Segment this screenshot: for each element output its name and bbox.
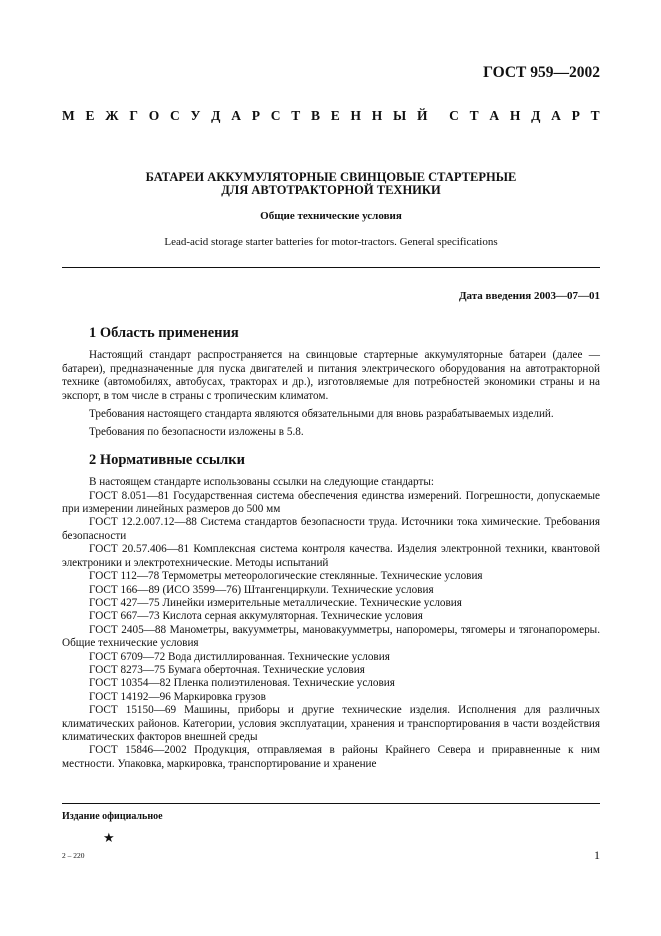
reference-item: ГОСТ 2405—88 Манометры, вакуумметры, мановакуумметры, напоромеры, тягомеры и тягонапоромеры. Общие технические условия: [62, 623, 600, 650]
reference-item: ГОСТ 8.051—81 Государственная система обеспечения единства измерений. Погрешности, допускаемые при измерении линейных размеров до 500 мм: [62, 489, 600, 516]
interstate-letter: У: [190, 108, 201, 123]
interstate-letter: А: [551, 108, 561, 123]
subtitle: Общие технические условия: [260, 210, 402, 222]
title-ru-line2: ДЛЯ АВТОТРАКТОРНОЙ ТЕХНИКИ: [221, 183, 441, 197]
reference-item: ГОСТ 427—75 Линейки измерительные металлические. Технические условия: [89, 596, 462, 609]
interstate-standard-heading: [62, 108, 600, 124]
reference-item: ГОСТ 166—89 (ИСО 3599—76) Штангенциркули. Технические условия: [89, 583, 434, 596]
section1-heading: 1 Область применения: [89, 325, 239, 341]
interstate-letter: Д: [531, 108, 541, 123]
interstate-letter: С: [169, 108, 180, 123]
interstate-letter: О: [148, 108, 160, 123]
interstate-letter: А: [231, 108, 241, 123]
standard-code: ГОСТ 959—2002: [483, 64, 600, 81]
section1-paragraph: Настоящий стандарт распространяется на свинцовые стартерные аккумуляторные батареи (далее — батареи), предназначенные для пуска двигателей и питания электрического оборудования на автотракторной технике (автомобилях, автобусах, тракторах и др.), изготовляемые для потребностей экономики страны и на экспорт, в том числе в страны с тропическим климатом.: [62, 349, 600, 402]
interstate-letter: Й: [417, 108, 428, 123]
section2-heading: 2 Нормативные ссылки: [89, 451, 245, 468]
interstate-letter: С: [270, 108, 281, 123]
interstate-letter: Р: [571, 108, 580, 123]
reference-item: ГОСТ 667—73 Кислота серная аккумуляторная. Технические условия: [89, 610, 423, 623]
title-ru-line1: БАТАРЕИ АККУМУЛЯТОРНЫЕ СВИНЦОВЫЕ СТАРТЕРНЫЕ: [145, 170, 517, 184]
print-code: 2 – 220: [62, 851, 85, 860]
reference-item: ГОСТ 20.57.406—81 Комплексная система контроля качества. Изделия электронной техники, квантовой электроники и электротехнические. Методы испытаний: [62, 543, 600, 569]
interstate-letter: Н: [350, 108, 362, 123]
reference-item: ГОСТ 6709—72 Вода дистиллированная. Технические условия: [89, 650, 390, 663]
interstate-letter: Ж: [105, 108, 119, 123]
interstate-letter: Г: [129, 108, 138, 123]
interstate-letter: Р: [251, 108, 260, 123]
reference-list: [62, 490, 600, 772]
reference-item: ГОСТ 8273—75 Бумага оберточная. Технические условия: [89, 663, 365, 676]
reference-item: ГОСТ 15846—2002 Продукция, отправляемая в районы Крайнего Севера и приравненные к ним местности. Упаковка, маркировка, транспортирование и хранение: [62, 744, 600, 770]
interstate-letter: Е: [330, 108, 340, 123]
interstate-letter: Т: [291, 108, 301, 123]
interstate-letter: Е: [85, 108, 95, 123]
interstate-letter: Т: [469, 108, 479, 123]
reference-item: ГОСТ 112—78 Термометры метеорологические стеклянные. Технические условия: [89, 570, 483, 583]
interstate-letter: В: [310, 108, 320, 123]
reference-item: ГОСТ 12.2.007.12—88 Система стандартов безопасности труда. Источники тока химические. Требования безопасности: [62, 516, 600, 542]
interstate-letter: М: [62, 108, 75, 123]
title-block: [62, 171, 600, 248]
reference-item: ГОСТ 15150—69 Машины, приборы и другие технические изделия. Исполнения для различных климатических районов. Категории, условия эксплуатации, хранения и транспортирования в части воздействия климатических факторов внешней среды: [62, 704, 600, 743]
title-en: Lead-acid storage starter batteries for motor-tractors. General specifications: [164, 236, 498, 248]
interstate-letter: Д: [211, 108, 221, 123]
section1-paragraph: Требования настоящего стандарта являются обязательными для вновь разрабатываемых изделий.: [89, 408, 554, 421]
edition-label: Издание официальное: [62, 811, 163, 822]
interstate-letter: Ы: [393, 108, 407, 123]
page-number: 1: [594, 848, 600, 862]
interstate-letter: Н: [371, 108, 383, 123]
section1-paragraph: Требования по безопасности изложены в 5.8.: [89, 426, 304, 439]
intro-date: Дата введения 2003—07—01: [458, 290, 600, 302]
star-icon: ★: [103, 830, 115, 845]
interstate-letter: Н: [509, 108, 521, 123]
reference-item: ГОСТ 10354—82 Пленка полиэтиленовая. Технические условия: [89, 677, 395, 690]
top-divider: [62, 267, 600, 268]
interstate-letter: С: [449, 108, 459, 123]
footer-divider: [62, 803, 600, 804]
reference-item: ГОСТ 14192—96 Маркировка грузов: [89, 690, 266, 703]
interstate-letter: А: [489, 108, 500, 123]
section2-intro: В настоящем стандарте использованы ссылки на следующие стандарты:: [89, 476, 434, 489]
document-body: [62, 327, 600, 771]
interstate-letter: Т: [590, 108, 600, 123]
